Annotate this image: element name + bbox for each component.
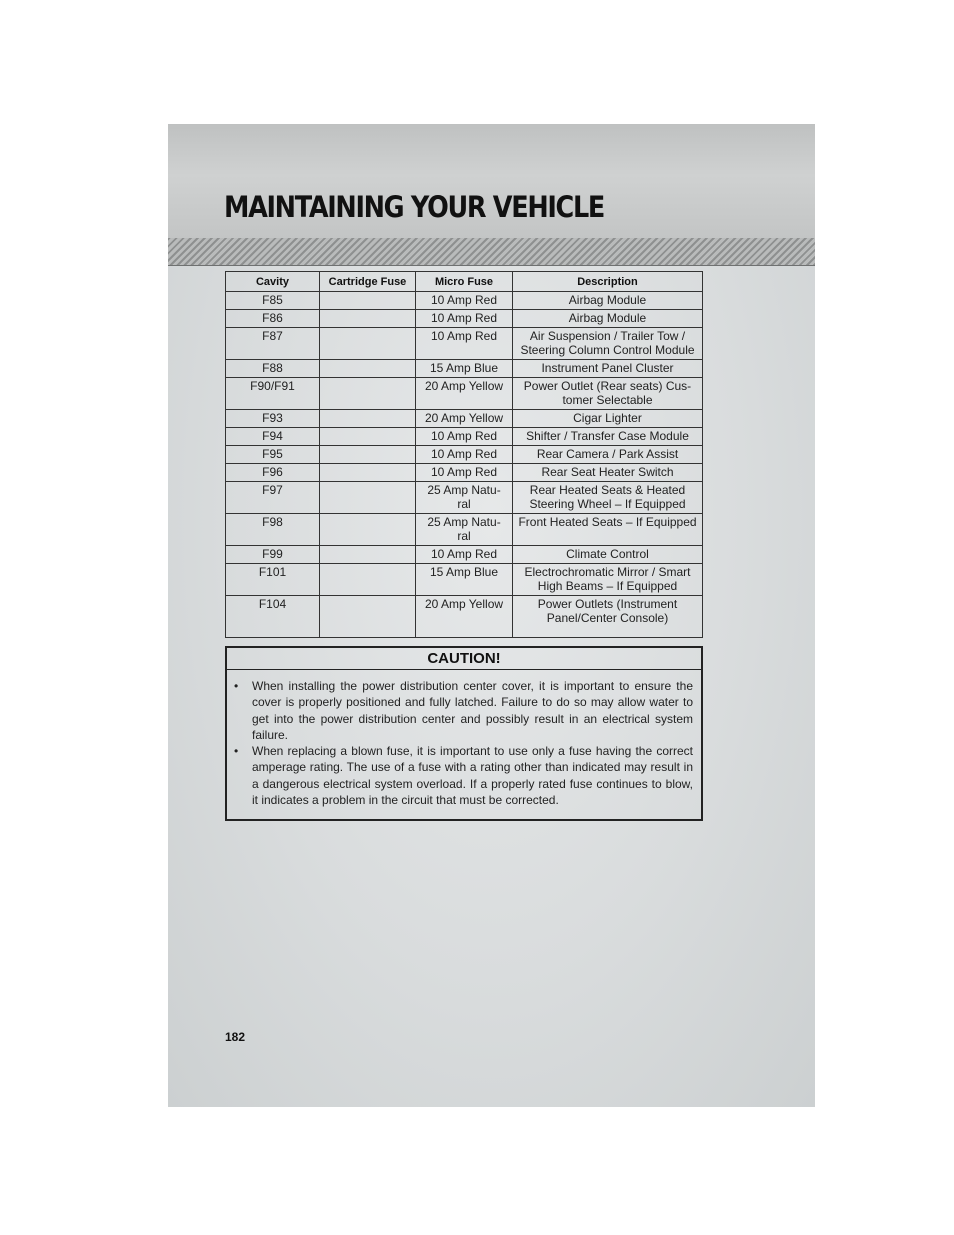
description-cell: Airbag Module (513, 292, 703, 310)
cavity-cell: F95 (226, 446, 320, 464)
description-cell: Power Outlets (Instrument Panel/Center Console) (513, 596, 703, 638)
description-cell: Climate Control (513, 546, 703, 564)
cavity-cell: F97 (226, 482, 320, 514)
description-cell: Power Outlet (Rear seats) Cus-tomer Selectable (513, 378, 703, 410)
cartridge-fuse-cell (320, 328, 416, 360)
cavity-cell: F88 (226, 360, 320, 378)
micro-fuse-cell: 15 Amp Blue (416, 564, 513, 596)
cartridge-fuse-cell (320, 546, 416, 564)
cartridge-fuse-cell (320, 564, 416, 596)
cartridge-fuse-cell (320, 596, 416, 638)
header-stripe (168, 238, 815, 266)
table-row (226, 464, 703, 482)
description-cell: Cigar Lighter (513, 410, 703, 428)
table-row (226, 428, 703, 446)
table-row (226, 328, 703, 360)
bullet-icon: • (234, 744, 239, 759)
table-row (226, 482, 703, 514)
description-cell: Front Heated Seats – If Equipped (513, 514, 703, 546)
bullet-icon: • (234, 679, 239, 693)
cartridge-fuse-cell (320, 410, 416, 428)
table-header-row (226, 272, 703, 292)
column-header-micro-fuse: Micro Fuse (416, 272, 513, 292)
column-header-cartridge-fuse: Cartridge Fuse (320, 272, 416, 292)
column-header-description: Description (513, 272, 703, 292)
caution-item (234, 743, 693, 808)
cavity-cell: F85 (226, 292, 320, 310)
micro-fuse-cell: 20 Amp Yellow (416, 378, 513, 410)
micro-fuse-cell: 10 Amp Red (416, 328, 513, 360)
table-row (226, 292, 703, 310)
cavity-cell: F98 (226, 514, 320, 546)
micro-fuse-cell: 20 Amp Yellow (416, 596, 513, 638)
description-cell: Rear Camera / Park Assist (513, 446, 703, 464)
caution-title: CAUTION! (227, 648, 701, 670)
cartridge-fuse-cell (320, 360, 416, 378)
cavity-cell: F104 (226, 596, 320, 638)
column-header-cavity: Cavity (226, 272, 320, 292)
cartridge-fuse-cell (320, 378, 416, 410)
table-row (226, 596, 703, 638)
cartridge-fuse-cell (320, 428, 416, 446)
page-title: MAINTAINING YOUR VEHICLE (224, 190, 605, 224)
cartridge-fuse-cell (320, 464, 416, 482)
micro-fuse-cell: 20 Amp Yellow (416, 410, 513, 428)
table-row (226, 310, 703, 328)
micro-fuse-cell: 10 Amp Red (416, 546, 513, 564)
cavity-cell: F96 (226, 464, 320, 482)
table-row (226, 564, 703, 596)
table-row (226, 514, 703, 546)
description-cell: Instrument Panel Cluster (513, 360, 703, 378)
description-cell: Electrochromatic Mirror / Smart High Beams – If Equipped (513, 564, 703, 596)
cavity-cell: F93 (226, 410, 320, 428)
cavity-cell: F99 (226, 546, 320, 564)
page-number: 182 (225, 1030, 246, 1044)
caution-list (227, 670, 701, 808)
fuse-table (225, 271, 703, 638)
manual-page (168, 124, 815, 1107)
cartridge-fuse-cell (320, 292, 416, 310)
micro-fuse-cell: 10 Amp Red (416, 292, 513, 310)
table-row (226, 546, 703, 564)
table-row (226, 360, 703, 378)
micro-fuse-cell: 10 Amp Red (416, 464, 513, 482)
cavity-cell: F101 (226, 564, 320, 596)
cavity-cell: F90/F91 (226, 378, 320, 410)
micro-fuse-cell: 15 Amp Blue (416, 360, 513, 378)
cavity-cell: F86 (226, 310, 320, 328)
caution-box (225, 646, 703, 821)
micro-fuse-cell: 25 Amp Natu-ral (416, 482, 513, 514)
cavity-cell: F94 (226, 428, 320, 446)
micro-fuse-cell: 10 Amp Red (416, 310, 513, 328)
micro-fuse-cell: 10 Amp Red (416, 428, 513, 446)
description-cell: Rear Seat Heater Switch (513, 464, 703, 482)
table-row (226, 446, 703, 464)
description-cell: Air Suspension / Trailer Tow / Steering Column Control Module (513, 328, 703, 360)
table-row (226, 378, 703, 410)
cartridge-fuse-cell (320, 310, 416, 328)
description-cell: Shifter / Transfer Case Module (513, 428, 703, 446)
description-cell: Rear Heated Seats & Heated Steering Wheel – If Equipped (513, 482, 703, 514)
cartridge-fuse-cell (320, 446, 416, 464)
section-header (168, 124, 815, 238)
caution-item-text: When replacing a blown fuse, it is important to use only a fuse having the correct amperage rating. The use of a fuse with a rating other than indicated may result in a dangerous electrical system overload. If a properly rated fuse continues to blow, it indicates a problem in the circuit that must be corrected. (252, 744, 693, 808)
cavity-cell: F87 (226, 328, 320, 360)
cartridge-fuse-cell (320, 514, 416, 546)
description-cell: Airbag Module (513, 310, 703, 328)
cartridge-fuse-cell (320, 482, 416, 514)
caution-item-text: When installing the power distribution center cover, it is important to ensure the cover is properly positioned and fully latched. Failure to do so may allow water to get into the power distribution center and possibly result in an electrical system failure. (252, 679, 693, 742)
table-row (226, 410, 703, 428)
micro-fuse-cell: 10 Amp Red (416, 446, 513, 464)
caution-item (234, 678, 693, 743)
micro-fuse-cell: 25 Amp Natu-ral (416, 514, 513, 546)
